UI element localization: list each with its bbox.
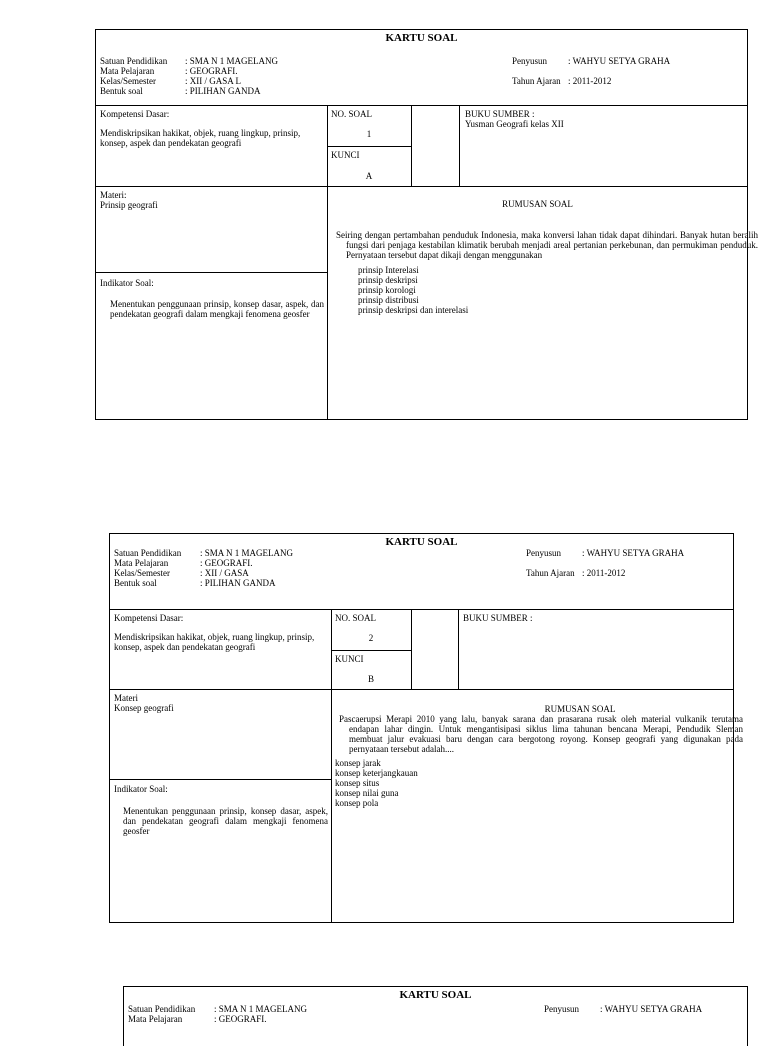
- materi-label: Materi: [114, 693, 138, 703]
- no-soal-label: NO. SOAL: [331, 109, 373, 119]
- penyusun-label: Penyusun: [544, 1004, 580, 1014]
- divider: [110, 779, 332, 780]
- rumusan-text: Seiring dengan pertambahan penduduk Indonesia, maka konversi lahan tidak dapat dihindari. Banyak hutan beralih fungsi dari penjaga kestabilan klimatik berubah menjadi areal pertanian perkebunan, dan permukiman penduduk. Pernyataan tersebut dapat dikaji dengan menggunakan: [336, 230, 758, 260]
- rumusan-text: Pascaerupsi Merapi 2010 yang lalu, banyak sarana dan prasarana rusak oleh material vulkanik terutama endapan lahar dingin. Untuk mengantisipasi siklus lima tahunan bencana Merapi, Pendudik Sleman membuat jalur evakuasi baru dengan cara bergotong royong. Konsep geografi yang digunakan pada pernyataan tersebut adalah....: [339, 714, 743, 754]
- mapel-value: : GEOGRAFI.: [185, 66, 238, 76]
- divider: [458, 609, 459, 689]
- penyusun-value: : WAHYU SETYA GRAHA: [582, 548, 685, 558]
- header-left: [114, 548, 293, 588]
- satuan-label: Satuan Pendidikan: [100, 56, 168, 66]
- kompetensi-dasar: [100, 109, 322, 148]
- satuan-value: : SMA N 1 MAGELANG: [214, 1004, 308, 1014]
- kunci-label: KUNCI: [331, 150, 360, 160]
- option-item: konsep pola: [335, 798, 379, 808]
- buku-sumber: [463, 613, 533, 623]
- divider: [327, 146, 412, 147]
- kartu-soal-card-1: [95, 29, 758, 420]
- option-item: prinsip deskripsi dan interelasi: [358, 305, 469, 315]
- kartu-soal-card-3: [123, 986, 748, 1046]
- kartu-soal-card-2: [109, 533, 743, 923]
- option-item: prinsip korologi: [358, 285, 416, 295]
- card-title: KARTU SOAL: [385, 536, 458, 548]
- materi: [114, 693, 174, 713]
- card-title: KARTU SOAL: [385, 32, 458, 44]
- option-item: prinsip Interelasi: [358, 265, 419, 275]
- divider: [110, 689, 733, 690]
- satuan-label: Satuan Pendidikan: [128, 1004, 196, 1014]
- indikator-text: Menentukan penggunaan prinsip, konsep dasar, aspek, dan pendekatan geografi dalam mengkaji fenomena geosfer: [110, 299, 324, 319]
- option-item: prinsip deskripsi: [358, 275, 418, 285]
- kunci-value: A: [365, 171, 373, 181]
- materi-value: Konsep geografi: [114, 703, 174, 713]
- option-item: konsep situs: [335, 778, 380, 788]
- bentuk-label: Bentuk soal: [114, 578, 157, 588]
- materi-value: Prinsip geografi: [100, 200, 158, 210]
- kd-label: Kompetensi Dasar:: [100, 109, 170, 119]
- tahun-label: Tahun Ajaran: [526, 568, 575, 578]
- buku-label: BUKU SUMBER :: [465, 109, 535, 119]
- kelas-value: : XII / GASA L: [185, 76, 241, 86]
- indikator-soal: [114, 784, 328, 836]
- buku-sumber: [465, 109, 564, 129]
- mapel-value: : GEOGRAFI.: [200, 558, 253, 568]
- kd-text: Mendiskripsikan hakikat, objek, ruang lingkup, prinsip, konsep, aspek dan pendekatan geografi: [114, 632, 315, 652]
- satuan-value: : SMA N 1 MAGELANG: [185, 56, 279, 66]
- option-item: konsep nilai guna: [335, 788, 399, 798]
- option-item: konsep keterjangkauan: [335, 768, 418, 778]
- header-right: [544, 1004, 702, 1014]
- divider: [331, 609, 332, 922]
- kelas-label: Kelas/Semester: [114, 568, 170, 578]
- mapel-label: Mata Pelajaran: [114, 558, 169, 568]
- option-item: prinsip distribusi: [358, 295, 419, 305]
- tahun-value: : 2011-2012: [582, 568, 626, 578]
- option-item: konsep jarak: [335, 758, 381, 768]
- header-right: [512, 56, 670, 86]
- indikator-label: Indikator Soal:: [114, 784, 168, 794]
- satuan-value: : SMA N 1 MAGELANG: [200, 548, 294, 558]
- divider: [110, 609, 733, 610]
- materi-label: Materi:: [100, 190, 127, 200]
- satuan-label: Satuan Pendidikan: [114, 548, 182, 558]
- buku-value: Yusman Geografi kelas XII: [465, 119, 564, 129]
- kelas-value: : XII / GASA: [200, 568, 249, 578]
- bentuk-label: Bentuk soal: [100, 86, 143, 96]
- no-soal-value: 1: [366, 129, 372, 139]
- header-left: [100, 56, 278, 96]
- penyusun-label: Penyusun: [512, 56, 548, 66]
- divider: [411, 609, 412, 689]
- mapel-value: : GEOGRAFI.: [214, 1014, 267, 1024]
- no-soal-label: NO. SOAL: [335, 613, 377, 623]
- divider: [459, 105, 460, 186]
- penyusun-value: : WAHYU SETYA GRAHA: [568, 56, 671, 66]
- header-right: [526, 548, 684, 578]
- kd-label: Kompetensi Dasar:: [114, 613, 184, 623]
- buku-label: BUKU SUMBER :: [463, 613, 533, 623]
- bentuk-value: : PILIHAN GANDA: [185, 86, 261, 96]
- header-left: [128, 1004, 307, 1024]
- mapel-label: Mata Pelajaran: [100, 66, 155, 76]
- divider: [96, 272, 328, 273]
- divider: [331, 650, 412, 651]
- penyusun-value: : WAHYU SETYA GRAHA: [600, 1004, 703, 1014]
- rumusan-label: RUMUSAN SOAL: [544, 704, 616, 714]
- options-list: [335, 758, 418, 808]
- indikator-label: Indikator Soal:: [100, 278, 154, 288]
- kelas-label: Kelas/Semester: [100, 76, 156, 86]
- rumusan-label: RUMUSAN SOAL: [502, 199, 573, 209]
- mapel-label: Mata Pelajaran: [128, 1014, 183, 1024]
- kunci-value: B: [367, 674, 374, 684]
- indikator-text: Menentukan penggunaan prinsip, konsep dasar, aspek, dan pendekatan geografi dalam mengkaji fenomena geosfer: [123, 806, 328, 836]
- kompetensi-dasar: [114, 613, 326, 652]
- kunci-label: KUNCI: [335, 654, 364, 664]
- tahun-label: Tahun Ajaran: [512, 76, 561, 86]
- card-title: KARTU SOAL: [399, 989, 472, 1001]
- materi: [100, 190, 158, 210]
- divider: [327, 105, 328, 419]
- penyusun-label: Penyusun: [526, 548, 562, 558]
- options-list: [358, 265, 468, 315]
- tahun-value: : 2011-2012: [568, 76, 612, 86]
- indikator-soal: [100, 278, 324, 319]
- divider: [96, 105, 747, 106]
- kd-text: Mendiskripsikan hakikat, objek, ruang lingkup, prinsip, konsep, aspek dan pendekatan geografi: [100, 128, 301, 148]
- divider: [96, 186, 747, 187]
- no-soal-value: 2: [368, 633, 374, 643]
- bentuk-value: : PILIHAN GANDA: [200, 578, 276, 588]
